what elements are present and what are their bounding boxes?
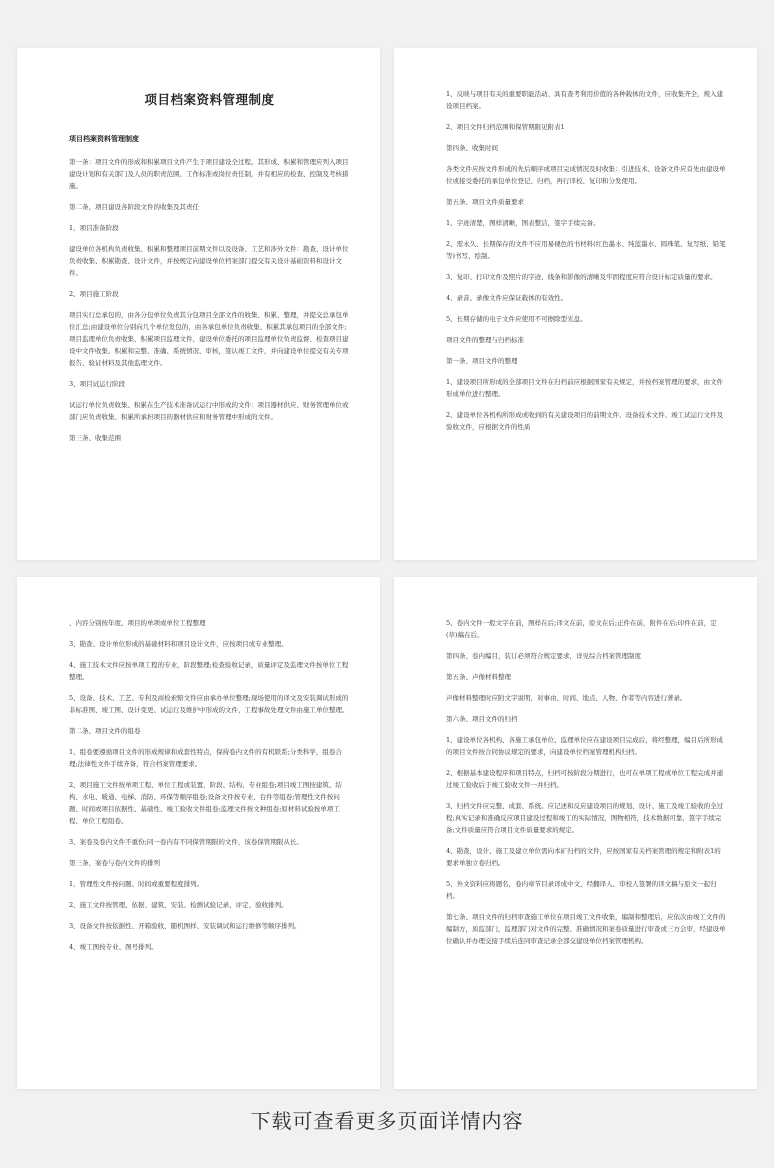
paragraph: 3、案卷及卷内文件不重份;同一卷内有不同保管期限的文件，该卷保管期限从长。 (69, 838, 303, 846)
paragraph: 、内容分别按年度、项目的单项或单位工程整理 (69, 619, 206, 627)
paragraph: 2、项目施工文件按单项工程、单位工程或装置、阶段、结构、专业组卷;项目竣工图按建筑、结构、水电、暖通、电梯、消防、环保等顺序组卷;设备文件按专业、台件等组卷;管理性文件按问题、时间或项目依据性、基础性、竣工验收文件组卷;监理文件按文种组卷;原材料试验按单项工程、单位工程组卷。 (69, 781, 342, 825)
paragraph: 5、长期存储的电子文件应使用不可擦除型光盘。 (446, 315, 587, 323)
paragraph: 2、根据基本建设程序和项目特点，归档可按阶段分期进行，也可在单项工程或单位工程完成并通过竣工验收后于竣工验收文件一并归档。 (446, 769, 724, 789)
paragraph: 1、建设项目所形成的全部项目文件在归档前应根据国家有关规定，并按档案管理的要求，由文件形成单位进行整理。 (446, 378, 724, 398)
paragraph: 项目文件的整理与归档标准 (446, 336, 524, 344)
paragraph: 2、项目施工阶段 (69, 290, 119, 298)
paragraph: 第二条、项目文件的组卷 (69, 727, 141, 735)
paragraph: 5、卷内文件一般文字在前，图样在后;译文在前，原文在后;正件在前，附件在后;印件在前，定(草)稿在后。 (446, 619, 717, 639)
paragraph: 项目实行总承包的，由各分包单位负责其分包项目全部文件的收集、积累、整理，并提交总承包单位汇总;由建设单位分别向几个单位发包的，由各承包单位负责收集、积累其承包项目的全部文件;项目监理单位负责收集、积累项目监理文件，建设单位委托的项目监理单位负责监督、检查项目建设中文件收集、积累和完整、准确、系统情况、审核，签认竣工文件，并向建设单位提交有关专项报告、验证材料及其他监理文件。 (69, 311, 349, 367)
paragraph: 4、录音、录像文件应保证载体的有效性。 (446, 294, 568, 302)
paragraph: 1、建设单位各机构、各施工承包单位、监理单位应在建设项目完成后，将经整理，编目后所形成的项目文件按合同协议规定的要求，向建设单位档案管理机构归档。 (446, 736, 724, 756)
paragraph: 第六条、项目文件的归档 (446, 715, 518, 723)
document-page-3 (17, 577, 380, 1089)
download-more-caption[interactable]: 下载可查看更多页面详情内容 (250, 1109, 524, 1133)
document-subheading: 项目档案资料管理制度 (69, 135, 139, 143)
paragraph: 1、管理性文件按问题、时间或重要程度排列。 (69, 880, 204, 888)
paragraph: 4、施工技术文件应按单项工程的专业，阶段整理;检查验收记录，质量评定及监理文件按单位工程整理。 (69, 661, 349, 681)
paragraph: 4、勘查，设计、施工及建立单位需向本矿归档的文件，应按国家有关档案管理的规定和附表1的要求单独立卷归档。 (446, 847, 721, 867)
paragraph: 5、外文资料应将题名，卷内章节目录译成中文，经翻译人、审校人签署的译文稿与原文一起归档。 (446, 880, 717, 900)
paragraph: 2、需永久、长期保存的文件不应用易褪色的书材料(红色墨水、纯蓝墨水、圆珠笔、复写纸、铅笔等)书写、绘制。 (446, 240, 726, 260)
document-page-2 (394, 48, 757, 560)
paragraph: 2、项目文件归档范围和保管期限见附表1 (446, 123, 565, 131)
paragraph: 4、竣工图按专业、图号排列。 (69, 943, 158, 951)
paragraph: 5、设备、技术、工艺、专利及商检索赔文件应由承办单位整理;现场使用的译文及安装调试形成的非标准图、竣工图、设计变更、试运行及维护中形成的文件，工程事故处理文件由施工单位整理。 (69, 694, 349, 714)
paragraph: 第三条、案卷与卷内文件的排列 (69, 859, 160, 867)
paragraph: 1、反映与项目有关的重要职能活动、具有查考利用价值的各种载体的文件，应收集齐全，规入建设项目档案。 (446, 90, 724, 110)
paragraph: 第一条、项目文件的整理 (446, 357, 518, 365)
paragraph: 建设单位各机构负责收集、积累和整理项目前期文件以及设备、工艺和涉外文件：勘查、设计单位负责收集、积累勘查、设计文件，并按规定向建设单位档案部门提交有关设计基础资料和设计文件。 (69, 245, 349, 277)
paragraph: 各类文件应按文件形成的先后顺序或项目完成情况及时收集：引进技术、设备文件应首先由建设单位或接受委托的承包单位登记、归档，再行译校、复印和分发使用。 (446, 165, 726, 185)
paragraph: 3、勘查、设计单位形成的基础材料和项目设计文件，应按项目或专业整理。 (69, 640, 288, 648)
document-title: 项目档案资料管理制度 (144, 92, 275, 107)
document-page-1 (17, 48, 380, 560)
paragraph: 声像材料整理时应附文字说明，对事由、时间、地点、人物、作者等内容进行著录。 (446, 694, 687, 702)
paragraph: 3、设备文件按依据性、开箱验收、随机图样、安装调试和运行维修等顺序排列。 (69, 922, 301, 930)
paragraph: 第五条、项目文件质量要求 (446, 198, 524, 206)
paragraph: 1、字迹清楚，图样清晰，图表整洁，签字手续完备。 (446, 219, 600, 227)
paragraph: 第四条、卷内编目，装订必须符合规定要求，详见综合档案管理制度 (446, 652, 641, 660)
paragraph: 2、施工文件按管理、依据、建筑、安装、检测试验记录、评定、验收排列。 (69, 901, 288, 909)
paragraph: 第四条、收集时间 (446, 144, 498, 152)
paragraph: 第三条、收集范围 (69, 434, 121, 442)
paragraph: 3、项目试运行阶段 (69, 380, 126, 388)
paragraph: 第五条、声像材料整理 (446, 673, 511, 681)
paragraph: 第二条、项目建设各阶段文件的收集及其责任 (69, 203, 199, 211)
paragraph: 试运行单位负责收集、积累在生产技术准备试运行中形成的文件：项目器材供应、财务管理单位或部门应负责收集、积累所承担项目的器材供应和财务管理中形成的文件。 (69, 401, 349, 421)
document-page-4 (394, 577, 757, 1089)
paragraph: 第一条：项目文件的形成和积累项目文件产生于项目建设全过程。其形成、积累和管理应列入项目建设计划和有关部门及人员的职责范围、工作标准或岗位责任制，并有相应的检查、控制及考核措施。 (69, 158, 349, 190)
paragraph: 1、组卷要遵循项目文件的形成规律和成套性特点，保持卷内文件的有机联系;分类科学，组卷合理;法律性文件手续齐备，符合档案管理要求。 (69, 748, 342, 768)
paragraph: 2、建设单位各机构所形成或收到的有关建设项目的前期文件、设备技术文件、竣工试运行文件及验收文件，应根据文件的性质 (446, 411, 724, 431)
paragraph: 第七条、项目文件的归档审查施工单位在项目竣工文件收集，编制和整理后，应依次由竣工文件的编制方，质监部门，监理部门对文件的完整、准确情况和案卷质量进行审查或三方会审，经建设单位确认并办理交接手续后连同审查记录全部交建设单位档案管理机构。 (446, 913, 726, 945)
paragraph: 3、复印、打印文件及照片的字迹、线条和影像的清晰及牢固程度应符合设计标定质量的要求。 (446, 273, 717, 281)
paragraph: 3、归档文件应完整、成套、系统。应记述和反应建设项目的规划、设计、施工及竣工验收的全过程;真实记录和准确反应项目建设过程和竣工的实际情况，图物相符，技术数据可靠，签字手续完备;文件质量应符合项目文件质量要求的规定。 (446, 802, 724, 834)
paragraph: 1、项目准备阶段 (69, 224, 119, 232)
